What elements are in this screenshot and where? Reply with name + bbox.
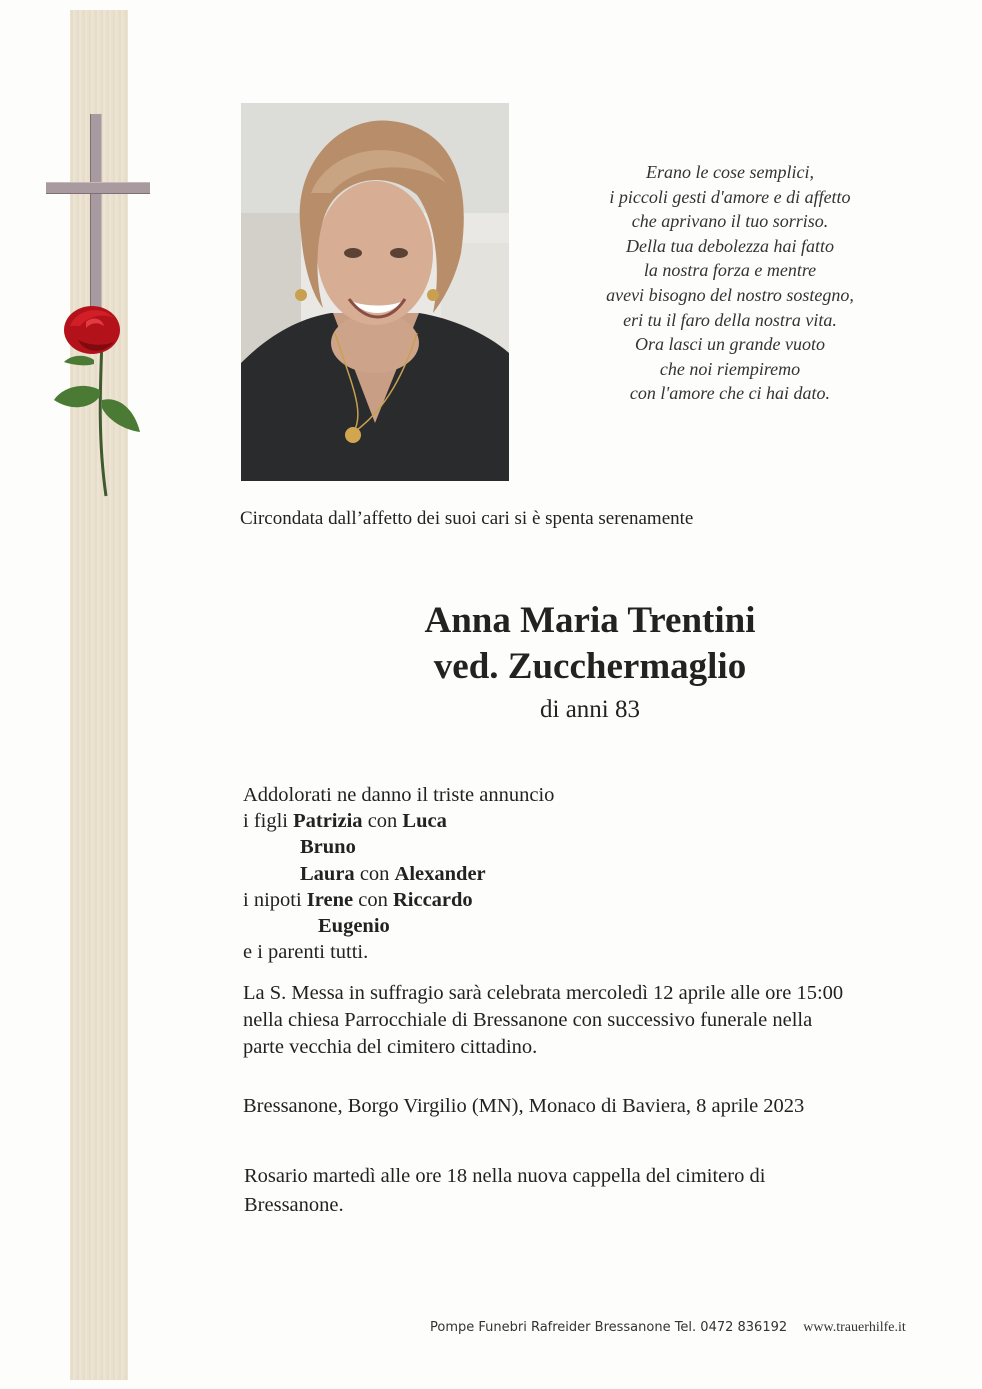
poem-line: Erano le cose semplici,	[646, 162, 814, 182]
mass-info	[243, 980, 943, 1061]
cross-icon-bar	[46, 182, 150, 194]
child-name: Patrizia	[293, 810, 363, 833]
grandchild-name: Irene	[306, 888, 354, 911]
grandchildren-prefix: i nipoti	[243, 888, 302, 911]
deceased-married-name: ved. Zucchermaglio	[433, 646, 747, 687]
partner-name: Alexander	[394, 862, 486, 885]
partner-name: Riccardo	[392, 888, 473, 911]
poem-line: che aprivano il tuo sorriso.	[631, 211, 829, 232]
grandchildren-line	[243, 913, 554, 939]
announcement-line: Addolorati ne danno il triste annuncio	[243, 784, 555, 806]
website-link[interactable]: www.trauerhilfe.it	[803, 1320, 906, 1335]
poem-line: la nostra forza e mentre	[643, 260, 817, 281]
poem-line: eri tu il faro della nostra vita.	[623, 309, 837, 330]
partner-name: Luca	[402, 810, 447, 833]
with-word: con	[359, 862, 390, 885]
funeral-home-info: Pompe Funebri Rafreider Bressanone Tel. 0472 836192	[430, 1320, 788, 1335]
rosary-line: Rosario martedì alle ore 18 nella nuova cappella del cimitero di	[244, 1165, 766, 1187]
place-date: Bressanone, Borgo Virgilio (MN), Monaco di Baviera, 8 aprile 2023	[243, 1095, 805, 1117]
mass-line: parte vecchia del cimitero cittadino.	[243, 1036, 538, 1058]
poem-line: Ora lasci un grande vuoto	[635, 334, 825, 355]
children-line	[243, 861, 554, 887]
grandchild-name: Eugenio	[318, 915, 390, 938]
poem-line: avevi bisogno del nostro sostegno,	[606, 284, 854, 305]
mass-line: nella chiesa Parrocchiale di Bressanone con successivo funerale nella	[243, 1009, 813, 1031]
poem-line: i piccoli gesti d'amore e di affetto	[609, 186, 851, 207]
intro-text: Circondata dall’affetto dei suoi cari si è spenta serenamente	[240, 508, 694, 529]
memorial-poem	[520, 160, 940, 406]
portrait-photo	[241, 103, 509, 481]
children-line	[243, 834, 554, 860]
grandchildren-line	[243, 887, 554, 913]
mass-line: La S. Messa in suffragio sarà celebrata mercoledì 12 aprile alle ore 15:00	[243, 982, 844, 1004]
deceased-name: Anna Maria Trentini	[424, 600, 756, 641]
child-name: Bruno	[300, 836, 356, 859]
closing-line: e i parenti tutti.	[243, 941, 369, 964]
children-line	[243, 808, 554, 834]
with-word: con	[367, 810, 398, 833]
family-announcement	[243, 782, 554, 965]
rosary-info	[244, 1162, 765, 1220]
footer	[430, 1320, 906, 1336]
rose-icon	[50, 300, 146, 500]
child-name: Laura	[300, 862, 355, 885]
deceased-name-block	[350, 598, 830, 730]
rosary-line: Bressanone.	[244, 1194, 344, 1216]
poem-line: che noi riempiremo	[659, 358, 801, 379]
poem-line: con l'amore che ci hai dato.	[629, 383, 831, 404]
children-prefix: i figli	[243, 810, 288, 833]
poem-line: Della tua debolezza hai fatto	[626, 235, 834, 256]
with-word: con	[358, 888, 388, 911]
deceased-age: di anni 83	[540, 696, 640, 723]
